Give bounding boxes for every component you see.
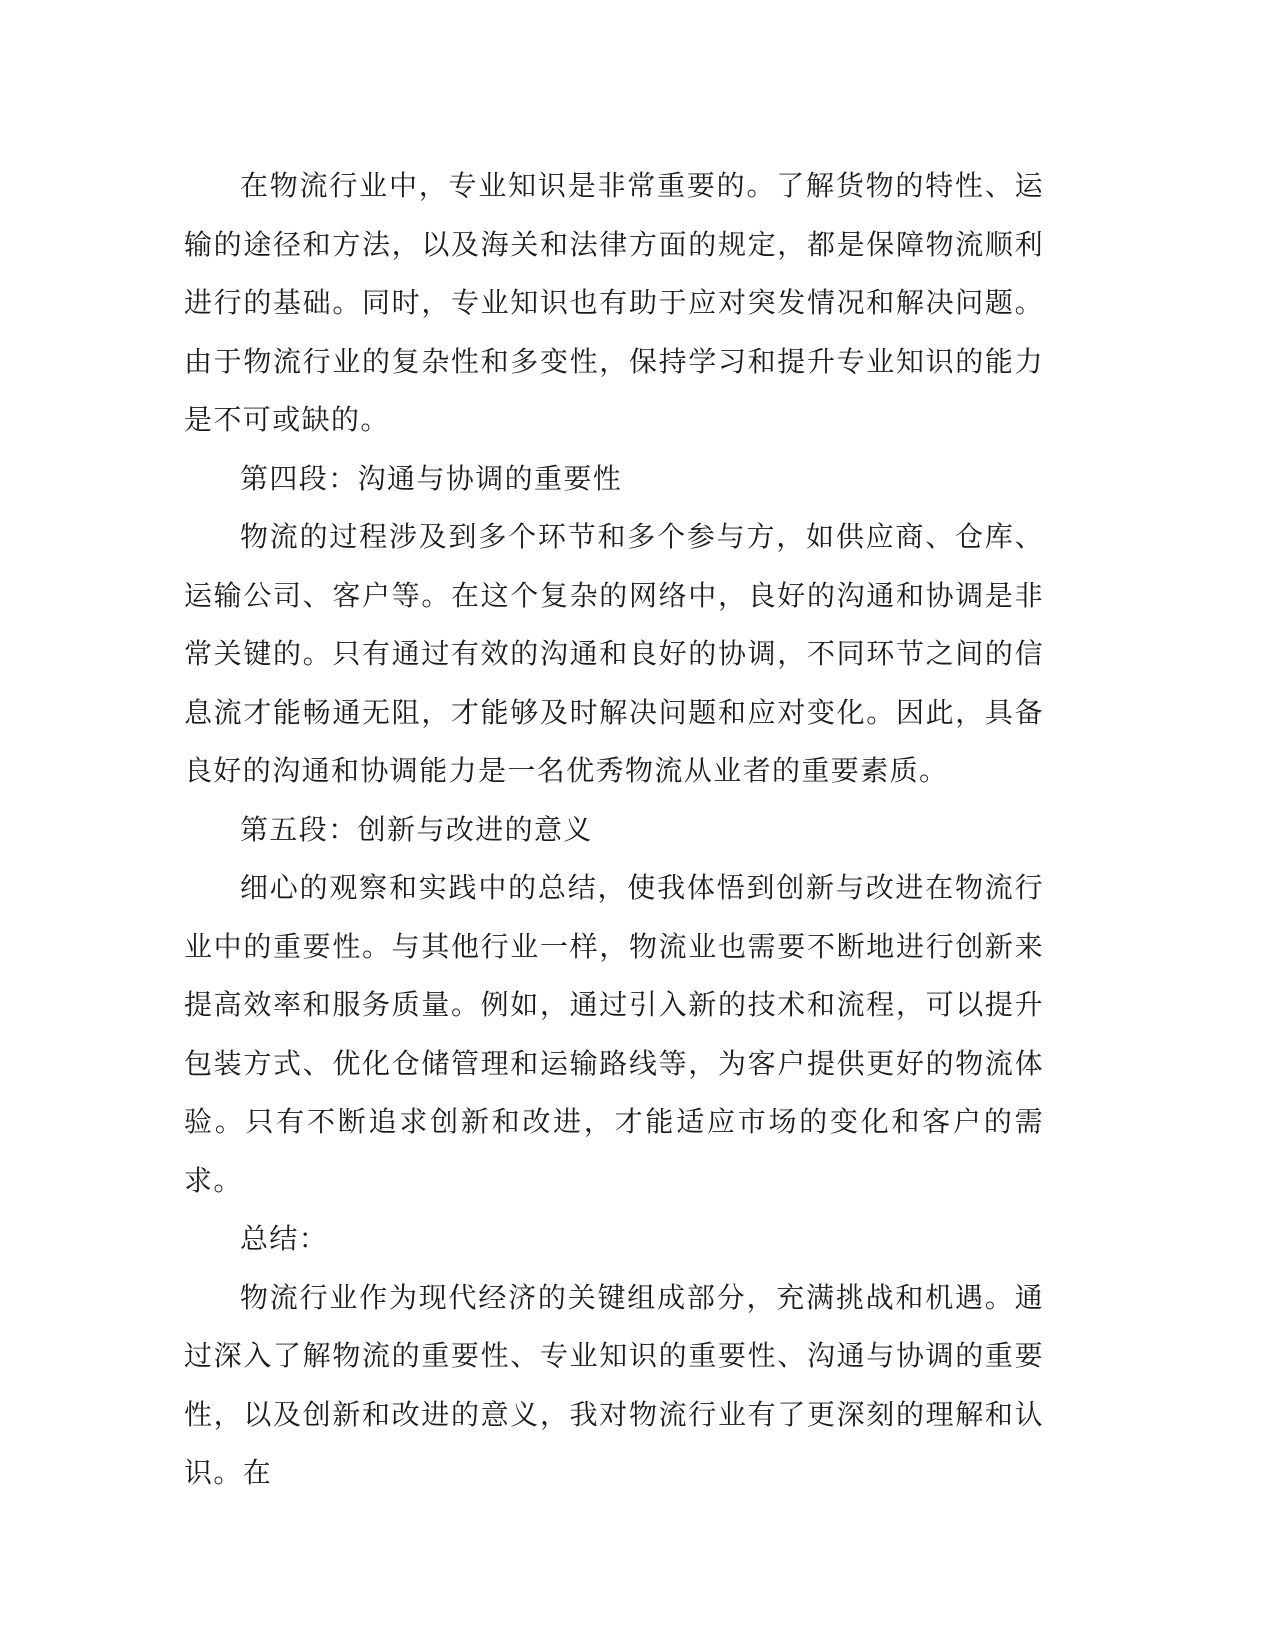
section-heading-4: 第四段：沟通与协调的重要性 [240, 461, 623, 495]
paragraph-innovation: 细心的观察和实践中的总结，使我体悟到创新与改进在物流行业中的重要性。与其他行业一样，物流业也需要不断地进行创新来提高效率和服务质量。例如，通过引入新的技术和流程，可以提升包装方式、优化仓储管理和运输路线等，为客户提供更好的物流体验。只有不断追求创新和改进，才能适应市场的变化和客户的需求。 [184, 871, 1044, 1197]
document-body [184, 157, 1044, 1503]
paragraph-summary: 物流行业作为现代经济的关键组成部分，充满挑战和机遇。通过深入了解物流的重要性、专业知识的重要性、沟通与协调的重要性，以及创新和改进的意义，我对物流行业有了更深刻的理解和认识。在 [184, 1280, 1044, 1489]
paragraph-communication: 物流的过程涉及到多个环节和多个参与方，如供应商、仓库、运输公司、客户等。在这个复杂的网络中，良好的沟通和协调是非常关键的。只有通过有效的沟通和良好的协调，不同环节之间的信息流才能畅通无阻，才能够及时解决问题和应对变化。因此，具备良好的沟通和协调能力是一名优秀物流从业者的重要素质。 [184, 520, 1044, 787]
section-heading-5: 第五段：创新与改进的意义 [240, 812, 593, 846]
summary-heading: 总结： [240, 1222, 329, 1255]
paragraph-professional-knowledge: 在物流行业中，专业知识是非常重要的。了解货物的特性、运输的途径和方法，以及海关和法律方面的规定，都是保障物流顺利进行的基础。同时，专业知识也有助于应对突发情况和解决问题。由于物流行业的复杂性和多变性，保持学习和提升专业知识的能力是不可或缺的。 [184, 169, 1044, 436]
